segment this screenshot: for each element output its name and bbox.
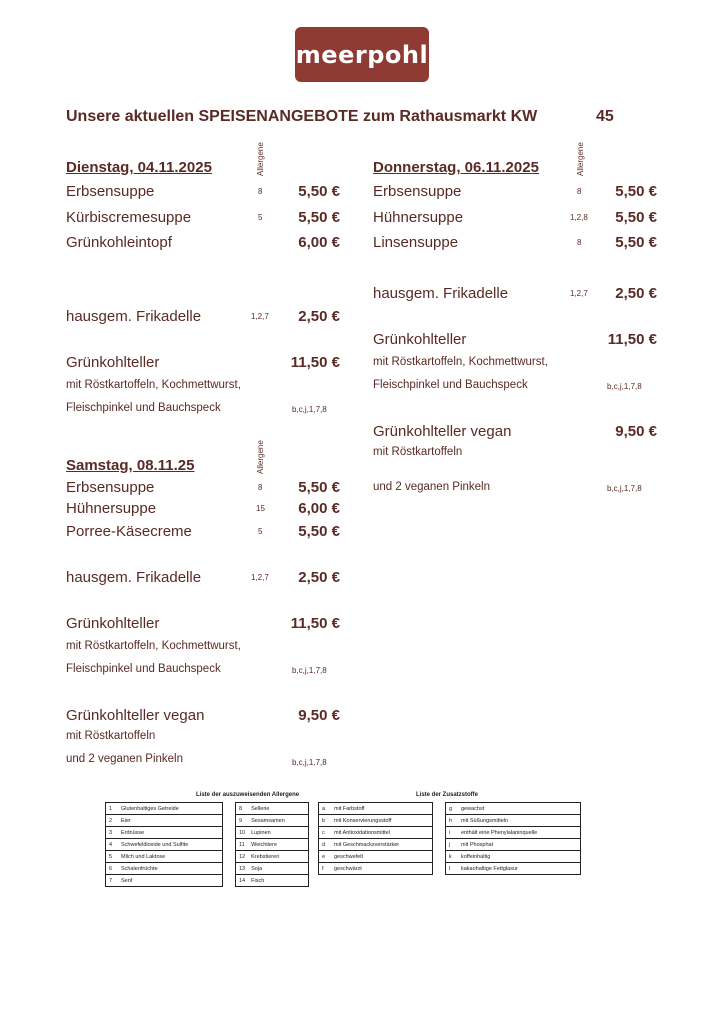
legend-row xyxy=(106,863,223,875)
page-headline: Unsere aktuellen SPEISENANGEBOTE zum Rathausmarkt KW xyxy=(66,108,538,125)
legend-code: f xyxy=(319,863,332,875)
price: 5,50 € xyxy=(615,183,657,200)
allergen-legend-table-2 xyxy=(235,802,309,887)
legend-row xyxy=(106,839,223,851)
legend-row xyxy=(106,851,223,863)
item-description: Fleischpinkel und Bauchspeck xyxy=(373,379,528,391)
price: 5,50 € xyxy=(298,523,340,540)
allergen-codes: 1,2,7 xyxy=(251,573,269,582)
legend-label: Sellerie xyxy=(248,803,308,815)
menu-item: Linsensuppe xyxy=(373,234,459,251)
legend-label: Weichtiere xyxy=(248,839,308,851)
menu-item: Porree-Käsecreme xyxy=(66,523,192,540)
legend-row xyxy=(446,851,581,863)
legend-code: 14 xyxy=(236,875,249,887)
menu-item: Grünkohleintopf xyxy=(66,234,172,251)
legend-code: 13 xyxy=(236,863,249,875)
legend-label: Lupinen xyxy=(248,827,308,839)
menu-item: hausgem. Frikadelle xyxy=(66,308,202,325)
legend-label: enthält eine Phenylalaninquelle xyxy=(458,827,581,839)
legend-label: Sesamsamen xyxy=(248,815,308,827)
price: 5,50 € xyxy=(298,183,340,200)
additive-legend-table-2 xyxy=(445,802,581,875)
allergen-codes: 5 xyxy=(258,527,263,536)
menu-item: Grünkohlteller xyxy=(373,331,467,348)
item-description: Fleischpinkel und Bauchspeck xyxy=(66,402,221,414)
legend-row xyxy=(106,803,223,815)
legend-label: Erdnüsse xyxy=(118,827,223,839)
allergen-codes: 8 xyxy=(577,187,582,196)
legend-label: Fisch xyxy=(248,875,308,887)
legend-code: 12 xyxy=(236,851,249,863)
allergen-codes: 8 xyxy=(258,483,263,492)
item-description: mit Röstkartoffeln xyxy=(373,446,463,458)
day-title-tuesday: Dienstag, 04.11.2025 xyxy=(66,159,212,176)
allergen-codes: b,c,j,1,7,8 xyxy=(607,484,642,493)
legend-code: 3 xyxy=(106,827,119,839)
item-description: mit Röstkartoffeln, Kochmettwurst, xyxy=(373,356,548,368)
legend-row xyxy=(319,863,433,875)
allergen-codes: b,c,j,1,7,8 xyxy=(292,758,327,767)
legend-label: Krebstieren xyxy=(248,851,308,863)
legend-code: 4 xyxy=(106,839,119,851)
legend-row xyxy=(319,815,433,827)
legend-label: koffeinhaltig xyxy=(458,851,581,863)
legend-label: Senf xyxy=(118,875,223,887)
item-description: und 2 veganen Pinkeln xyxy=(373,481,491,493)
legend-code: k xyxy=(446,851,459,863)
day-title-saturday: Samstag, 08.11.25 xyxy=(66,457,195,474)
brand-logo: meerpohl xyxy=(295,27,429,82)
price: 6,00 € xyxy=(298,234,340,251)
additive-legend-title: Liste der Zusatzstoffe xyxy=(416,792,479,798)
legend-label: mit Süßungsmitteln xyxy=(458,815,581,827)
menu-item: Kürbiscremesuppe xyxy=(66,209,192,226)
allergen-codes: 1,2,7 xyxy=(251,312,269,321)
menu-item: Erbsensuppe xyxy=(66,183,155,200)
menu-item: Grünkohlteller vegan xyxy=(373,423,512,440)
legend-label: kakaohaltige Fettglasur xyxy=(458,863,581,875)
legend-code: 5 xyxy=(106,851,119,863)
legend-label: mit Phosphat xyxy=(458,839,581,851)
legend-row xyxy=(319,803,433,815)
item-description: und 2 veganen Pinkeln xyxy=(66,753,184,765)
legend-label: mit Antioxidationsmittel xyxy=(331,827,433,839)
legend-label: gewachst xyxy=(458,803,581,815)
allergen-codes: b,c,j,1,7,8 xyxy=(607,382,642,391)
legend-code: j xyxy=(446,839,459,851)
price: 5,50 € xyxy=(298,209,340,226)
allergen-codes: 1,2,7 xyxy=(570,289,588,298)
price: 2,50 € xyxy=(298,569,340,586)
price: 2,50 € xyxy=(615,285,657,302)
allergen-codes: b,c,j,1,7,8 xyxy=(292,405,327,414)
menu-item: Hühnersuppe xyxy=(373,209,464,226)
menu-item: Erbsensuppe xyxy=(373,183,462,200)
allergen-column-header: Allergene xyxy=(256,440,265,474)
price: 9,50 € xyxy=(615,423,657,440)
allergen-codes: b,c,j,1,7,8 xyxy=(292,666,327,675)
legend-code: 9 xyxy=(236,815,249,827)
legend-row xyxy=(236,875,309,887)
legend-row xyxy=(236,815,309,827)
allergen-codes: 5 xyxy=(258,213,263,222)
legend-label: mit Farbstoff xyxy=(331,803,433,815)
legend-label: Schwefeldioxide und Sulfite xyxy=(118,839,223,851)
price: 5,50 € xyxy=(298,479,340,496)
legend-code: b xyxy=(319,815,332,827)
item-description: Fleischpinkel und Bauchspeck xyxy=(66,663,221,675)
price: 2,50 € xyxy=(298,308,340,325)
menu-item: Grünkohlteller xyxy=(66,354,160,371)
legend-code: c xyxy=(319,827,332,839)
legend-label: geschwärzt xyxy=(331,863,433,875)
legend-row xyxy=(446,863,581,875)
legend-row xyxy=(106,815,223,827)
price: 11,50 € xyxy=(290,354,340,371)
legend-code: 8 xyxy=(236,803,249,815)
price: 11,50 € xyxy=(290,615,340,632)
legend-label: Schalenfrüchte xyxy=(118,863,223,875)
legend-row xyxy=(236,803,309,815)
legend-row xyxy=(319,839,433,851)
legend-row xyxy=(319,827,433,839)
allergen-codes: 15 xyxy=(256,504,265,513)
legend-code: 6 xyxy=(106,863,119,875)
legend-code: l xyxy=(446,863,459,875)
allergen-legend-table-1 xyxy=(105,802,223,887)
legend-code: h xyxy=(446,815,459,827)
menu-item: Grünkohlteller vegan xyxy=(66,707,205,724)
item-description: mit Röstkartoffeln, Kochmettwurst, xyxy=(66,379,241,391)
legend-label: mit Konservierungsstoff xyxy=(331,815,433,827)
legend-code: d xyxy=(319,839,332,851)
legend-code: 2 xyxy=(106,815,119,827)
price: 11,50 € xyxy=(607,331,657,348)
legend-label: mit Geschmacksverstärker xyxy=(331,839,433,851)
day-title-thursday: Donnerstag, 06.11.2025 xyxy=(373,159,539,176)
legend-row xyxy=(106,875,223,887)
legend-row xyxy=(446,827,581,839)
item-description: mit Röstkartoffeln, Kochmettwurst, xyxy=(66,640,241,652)
menu-item: hausgem. Frikadelle xyxy=(373,285,509,302)
allergen-column-header: Allergene xyxy=(576,142,585,176)
legend-code: 11 xyxy=(236,839,249,851)
legend-label: geschwefelt xyxy=(331,851,433,863)
legend-row xyxy=(236,839,309,851)
legend-code: e xyxy=(319,851,332,863)
legend-row xyxy=(446,839,581,851)
menu-item: Grünkohlteller xyxy=(66,615,160,632)
legend-label: Milch und Laktose xyxy=(118,851,223,863)
legend-row xyxy=(106,827,223,839)
price: 6,00 € xyxy=(298,500,340,517)
price: 5,50 € xyxy=(615,234,657,251)
legend-code: a xyxy=(319,803,332,815)
item-description: mit Röstkartoffeln xyxy=(66,730,156,742)
legend-row xyxy=(446,803,581,815)
allergen-codes: 8 xyxy=(577,238,582,247)
allergen-codes: 1,2,8 xyxy=(570,213,588,222)
allergen-legend-title: Liste der auszuweisenden Allergene xyxy=(196,792,300,798)
additive-legend-table-1 xyxy=(318,802,433,875)
legend-code: i xyxy=(446,827,459,839)
week-number: 45 xyxy=(596,108,614,125)
menu-item: Hühnersuppe xyxy=(66,500,157,517)
legend-row xyxy=(236,827,309,839)
price: 9,50 € xyxy=(298,707,340,724)
legend-label: Eier xyxy=(118,815,223,827)
legend-code: 7 xyxy=(106,875,119,887)
legend-row xyxy=(236,851,309,863)
legend-label: Glutenhaltiges Getreide xyxy=(118,803,223,815)
allergen-codes: 8 xyxy=(258,187,263,196)
legend-code: 1 xyxy=(106,803,119,815)
legend-row xyxy=(446,815,581,827)
legend-row xyxy=(319,851,433,863)
legend-row xyxy=(236,863,309,875)
legend-code: g xyxy=(446,803,459,815)
legend-label: Soja xyxy=(248,863,308,875)
price: 5,50 € xyxy=(615,209,657,226)
legend-code: 10 xyxy=(236,827,249,839)
allergen-column-header: Allergene xyxy=(256,142,265,176)
menu-item: hausgem. Frikadelle xyxy=(66,569,202,586)
menu-item: Erbsensuppe xyxy=(66,479,155,496)
